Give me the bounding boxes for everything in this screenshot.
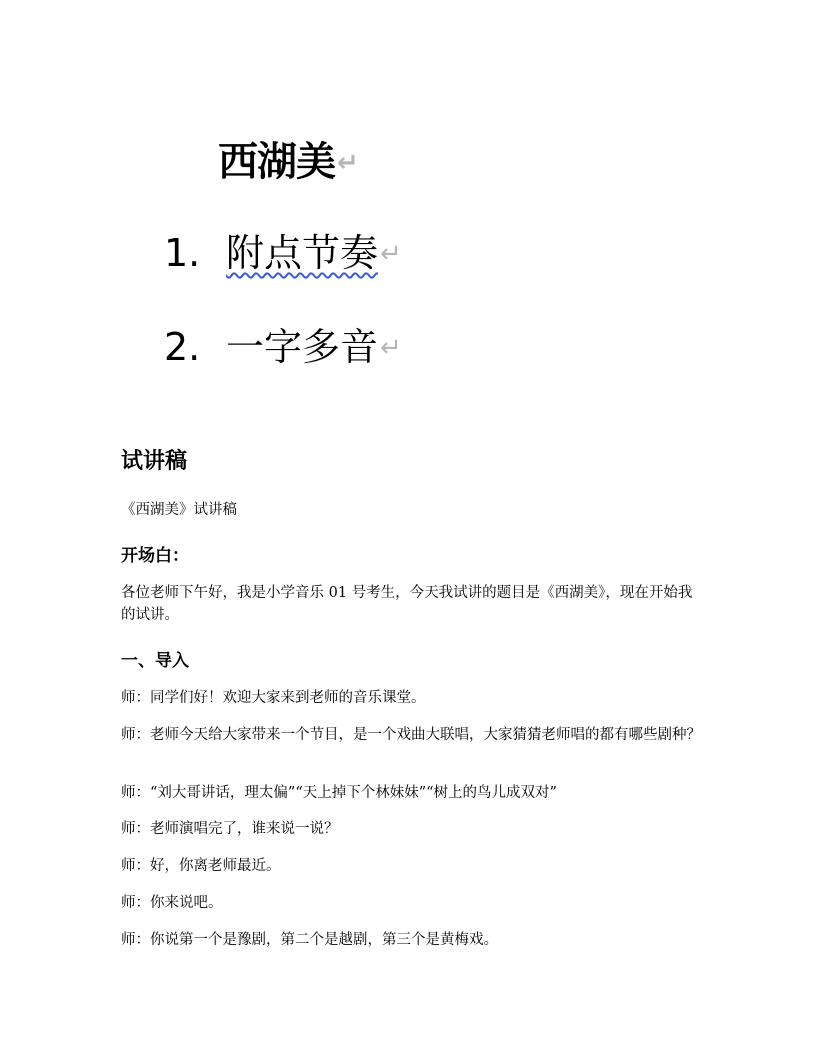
opening-paragraph: 各位老师下午好，我是小学音乐 01 号考生，今天我试讲的题目是《西湖美》，现在开始我的试讲。 <box>121 585 693 623</box>
dialogue-line: 师：“刘大哥讲话，理太偏”“天上掉下个林妹妹”“树上的鸟儿成双对” <box>121 785 557 801</box>
dialogue-line: 师：你说第一个是豫剧，第二个是越剧，第三个是黄梅戏。 <box>121 932 498 948</box>
dialogue-line: 师：老师演唱完了，谁来说一说？ <box>121 821 339 837</box>
embedded-slide-image <box>160 118 460 378</box>
paragraph-mark-icon: ↵ <box>380 239 402 269</box>
embed-list-item <box>164 222 402 277</box>
opening-heading: 开场白： <box>121 546 189 566</box>
list-number: 2. <box>164 325 201 369</box>
paragraph-mark-icon: ↵ <box>337 148 358 178</box>
dialogue-line: 师：老师今天给大家带来一个节目，是一个戏曲大联唱，大家猜猜老师唱的都有哪些剧种？ <box>121 727 701 743</box>
dialogue-line: 师：同学们好！欢迎大家来到老师的音乐课堂。 <box>121 690 426 706</box>
dialogue-line: 师：你来说吧。 <box>121 895 223 911</box>
paragraph-mark-icon: ↵ <box>380 333 402 363</box>
list-item-text: 附点节奏 <box>226 231 379 275</box>
document-subtitle: 《西湖美》试讲稿 <box>121 502 237 518</box>
list-item-text: 一字多音 <box>226 325 379 369</box>
embed-title: 西湖美↵ <box>218 139 358 185</box>
embed-list-item <box>164 316 402 371</box>
list-number: 1. <box>164 231 201 275</box>
section-heading: 一、导入 <box>121 651 189 671</box>
dialogue-line: 师：好，你离老师最近。 <box>121 858 281 874</box>
document-heading: 试讲稿 <box>121 449 188 474</box>
